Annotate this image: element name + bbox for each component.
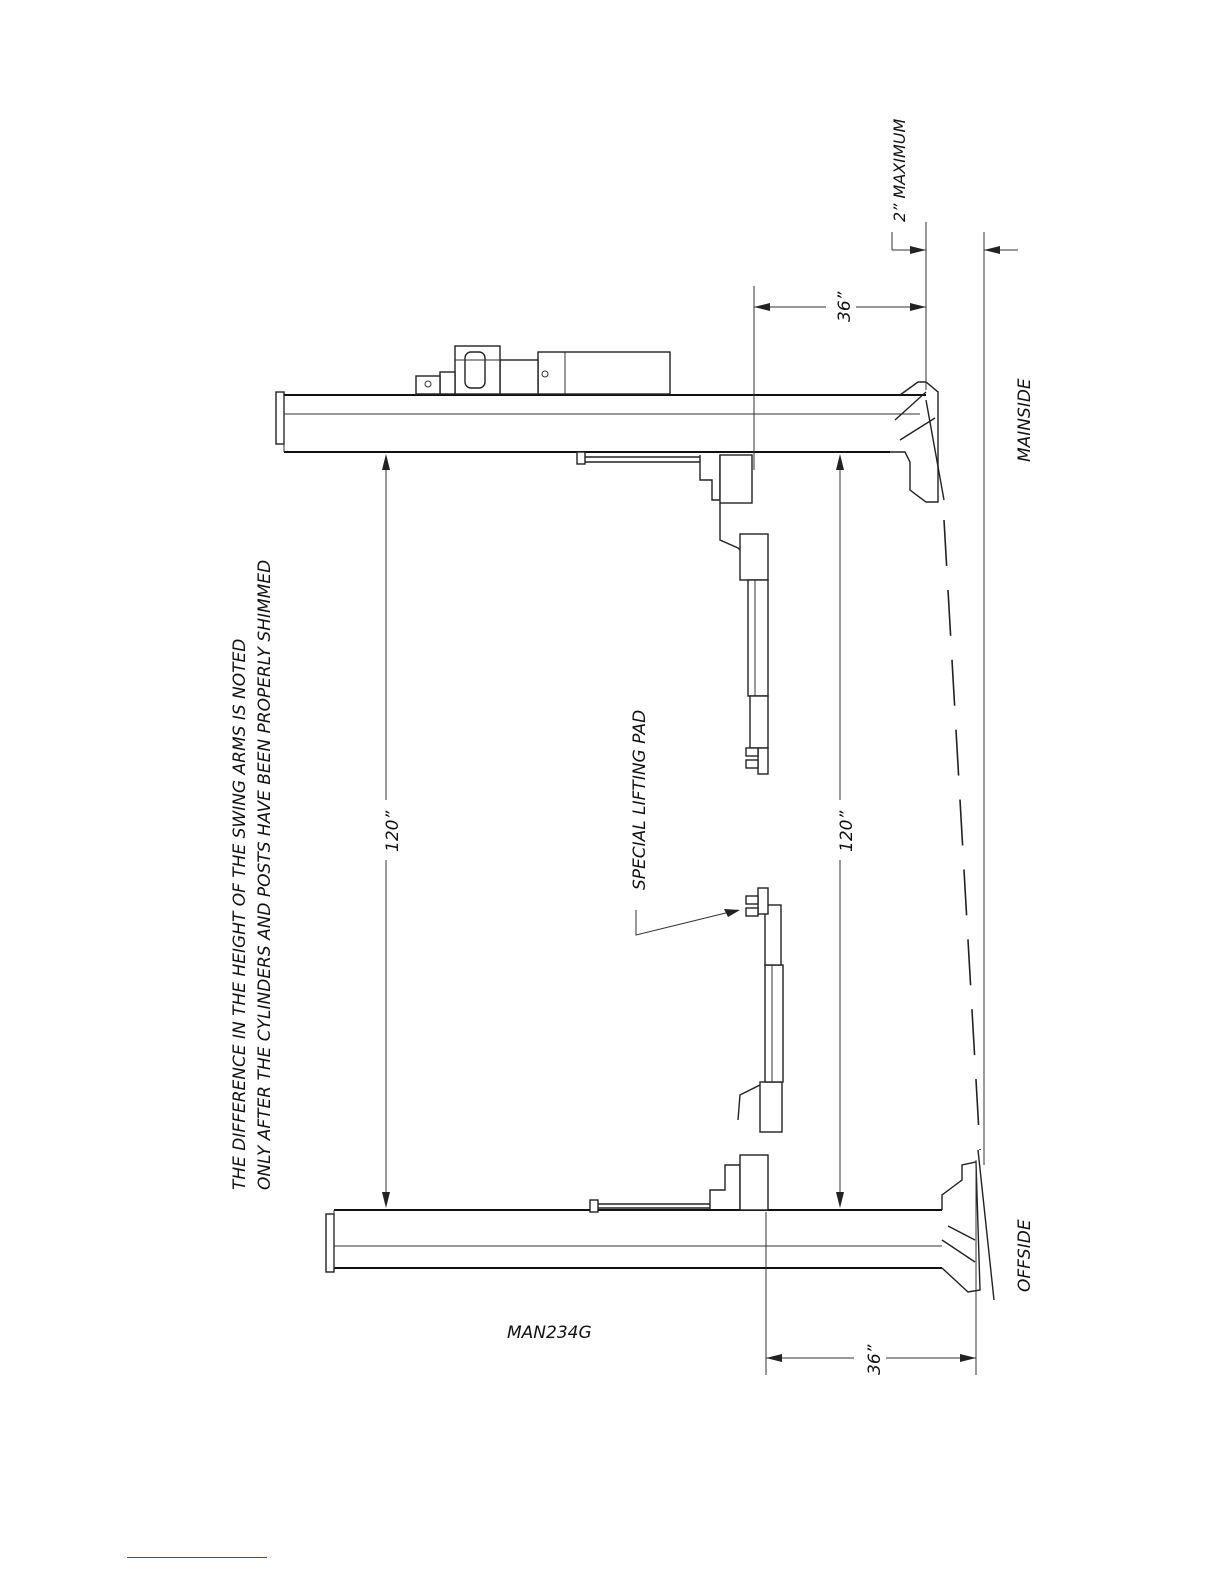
lifting-pad-leader [636,909,740,935]
mainside-post [276,382,938,502]
dim-mainside-36-label: 36” [835,291,855,322]
footer-rule [127,1557,267,1558]
dim-offside-36-label: 36” [865,1344,885,1375]
drawing-number: MAN234G [507,1323,592,1343]
offside-post [326,1162,980,1292]
mainside-arm [577,452,768,774]
offside-arm [590,888,783,1212]
note-line-2: ONLY AFTER THE CYLINDERS AND POSTS HAVE BEEN PROPERLY SHIMMED [255,559,275,1190]
mainside-label: MAINSIDE [1015,378,1035,462]
dim-max-label: 2” MAXIMUM [890,118,909,222]
power-unit [416,346,670,394]
max-offset-indicator [892,222,1018,1165]
note-line-1: THE DIFFERENCE IN THE HEIGHT OF THE SWING ARMS IS NOTED [230,638,250,1190]
dim-bottom-120-label: 120” [837,810,857,852]
offside-label: OFFSIDE [1015,1219,1035,1292]
dim-top-120-label: 120” [383,810,403,852]
special-lifting-pad-label: SPECIAL LIFTING PAD [630,709,650,890]
